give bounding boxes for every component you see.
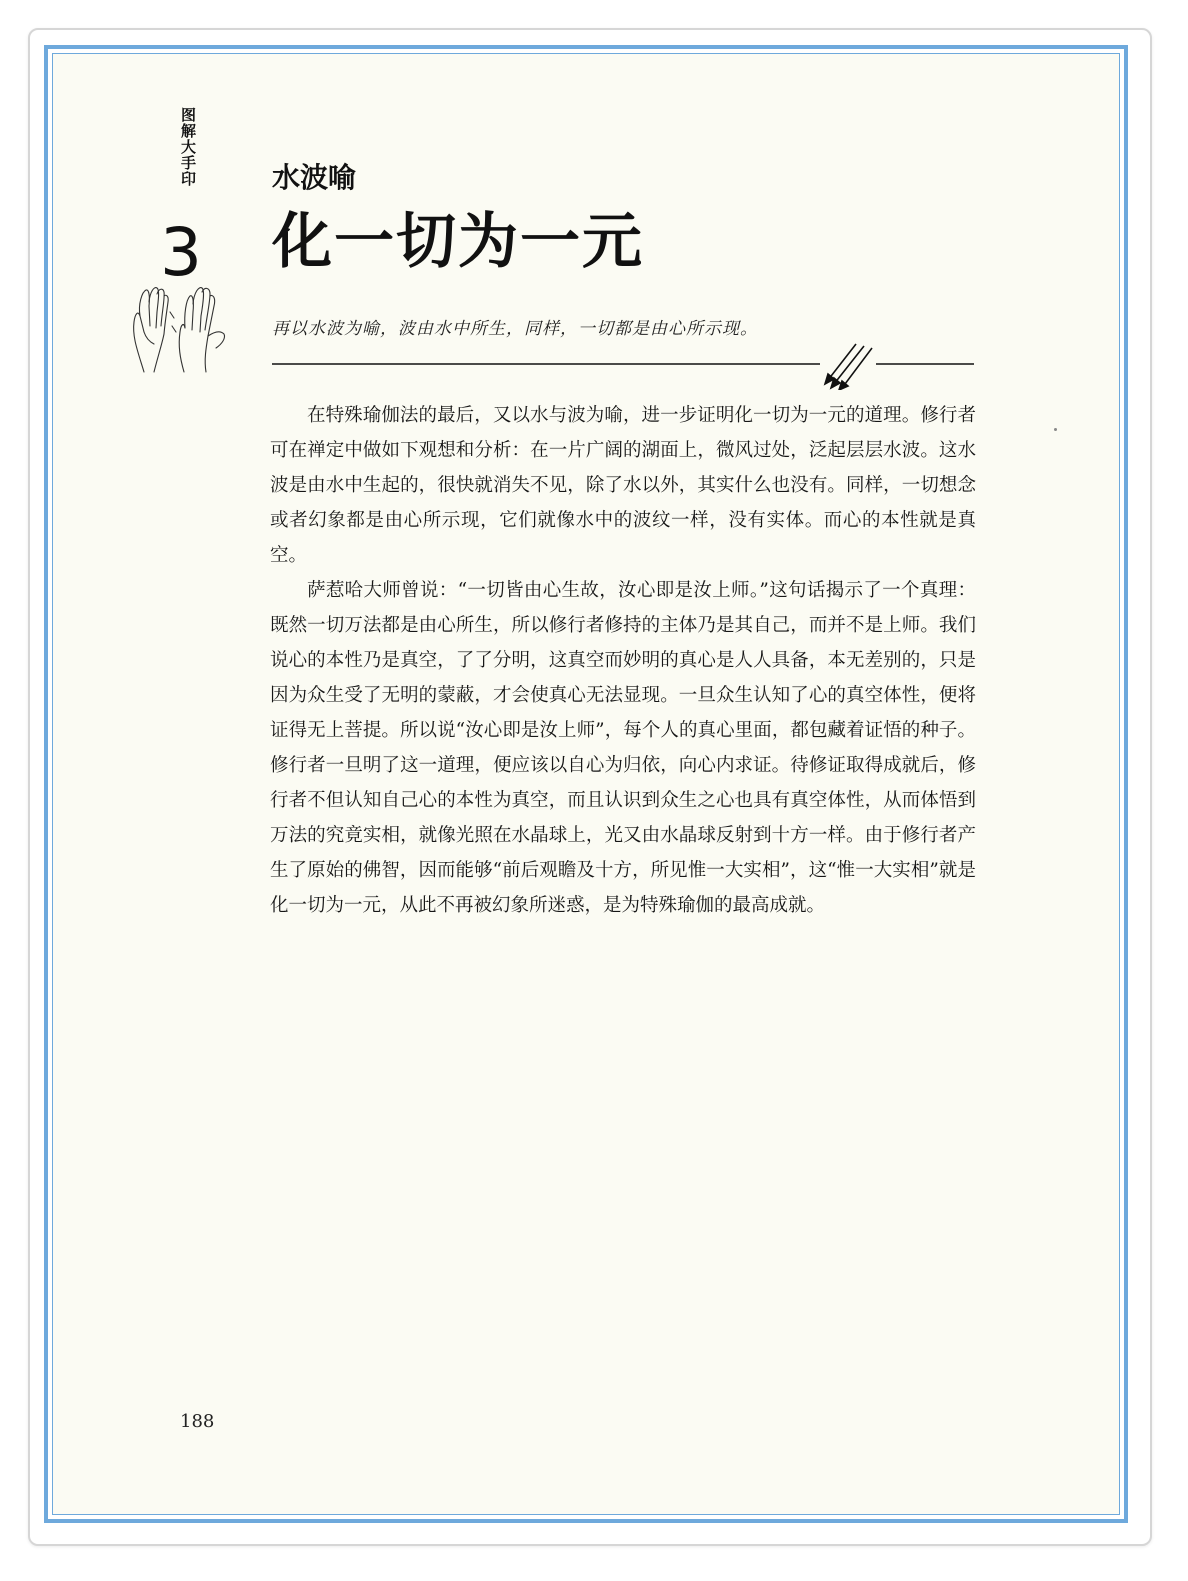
paragraph: 在特殊瑜伽法的最后，又以水与波为喻，进一步证明化一切为一元的道理。修行者可在禅定中做如下观想和分析：在一片广阔的湖面上，微风过处，泛起层层水波。这水波是由水中生起的，很快就消失不见，除了水以外，其实什么也没有。同样，一切想念或者幻象都是由心所示现，它们就像水中的波纹一样，没有实体。而心的本性就是真空。 [270,405,976,566]
arrows-icon [825,344,872,390]
section-subtitle: 水波喻 [272,161,357,194]
chapter-number: 3 [160,214,202,291]
paper-speck [1054,428,1057,431]
section-divider [272,342,974,390]
praying-hands-icon [124,282,232,374]
paragraph: 萨惹哈大师曾说：“一切皆由心生故，汝心即是汝上师。”这句话揭示了一个真理：既然一切万法都是由心所生，所以修行者修持的主体乃是其自己，而并不是上师。我们说心的本性乃是真空，了了分明，这真空而妙明的真心是人人具备，本无差别的，只是因为众生受了无明的蒙蔽，才会使真心无法显现。一旦众生认知了心的真空体性，便将证得无上菩提。所以说“汝心即是汝上师”，每个人的真心里面，都包藏着证悟的种子。修行者一旦明了这一道理，便应该以自心为归依，向心内求证。待修证取得成就后，修行者不但认知自己心的本性为真空，而且认识到众生之心也具有真空体性，从而体悟到万法的究竟实相，就像光照在水晶球上，光又由水晶球反射到十方一样。由于修行者产生了原始的佛智，因而能够“前后观瞻及十方，所见惟一大实相”，这“惟一大实相”就是化一切为一元，从此不再被幻象所迷惑，是为特殊瑜伽的最高成就。 [270,580,976,916]
section-summary: 再以水波为喻，波由水中所生，同样，一切都是由心所示现。 [272,319,758,339]
page-number: 188 [180,1411,215,1432]
section-title: 化一切为一元 [272,207,644,277]
body-text [270,398,976,923]
book-title: 图解大手印 [179,107,197,187]
